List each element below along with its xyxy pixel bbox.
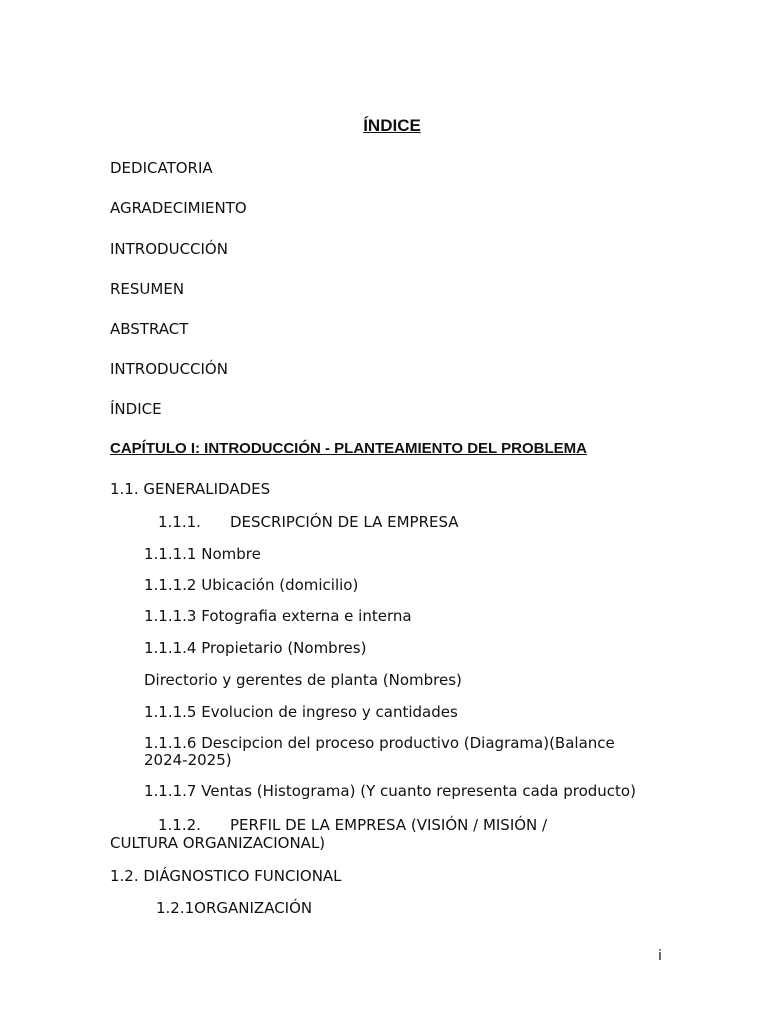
- section-1-2-1: 1.2.1ORGANIZACIÓN: [156, 899, 313, 917]
- item-1-1-1-2: 1.1.1.2 Ubicación (domicilio): [144, 576, 359, 594]
- item-1-1-1-6-line1: 1.1.1.6 Descipcion del proceso productivo (Diagrama)(Balance: [144, 734, 615, 752]
- item-1-1-1-4: 1.1.1.4 Propietario (Nombres): [144, 639, 367, 657]
- item-1-1-1-5: 1.1.1.5 Evolucion de ingreso y cantidades: [144, 703, 458, 721]
- item-1-1-1-1: 1.1.1.1 Nombre: [144, 545, 261, 563]
- toc-entry-resumen: RESUMEN: [110, 280, 185, 298]
- section-1-1-2-line2: CULTURA ORGANIZACIONAL): [110, 834, 326, 852]
- toc-entry-agradecimiento: AGRADECIMIENTO: [110, 199, 247, 217]
- toc-entry-abstract: ABSTRACT: [110, 320, 189, 338]
- page-number: i: [658, 948, 662, 964]
- section-number: 1.1.2.: [158, 816, 201, 834]
- item-1-1-1-7: 1.1.1.7 Ventas (Histograma) (Y cuanto representa cada producto): [144, 782, 636, 800]
- item-1-1-1-6-line2: 2024-2025): [144, 751, 232, 769]
- section-1-2: 1.2. DIÁGNOSTICO FUNCIONAL: [110, 867, 342, 885]
- section-1-1-2-line1: [158, 816, 547, 834]
- section-1-1-1: [158, 513, 459, 531]
- section-label: DESCRIPCIÓN DE LA EMPRESA: [230, 513, 459, 531]
- index-title: ÍNDICE: [363, 116, 421, 135]
- toc-entry-introduccion: INTRODUCCIÓN: [110, 240, 228, 258]
- chapter-heading: CAPÍTULO I: INTRODUCCIÓN - PLANTEAMIENTO DEL PROBLEMA: [110, 440, 587, 457]
- section-label: PERFIL DE LA EMPRESA (VISIÓN / MISIÓN /: [230, 816, 548, 834]
- item-directorio: Directorio y gerentes de planta (Nombres): [144, 671, 462, 689]
- toc-entry-dedicatoria: DEDICATORIA: [110, 159, 213, 177]
- section-number: 1.1.1.: [158, 513, 201, 531]
- section-1-1: 1.1. GENERALIDADES: [110, 480, 271, 498]
- toc-entry-indice: ÍNDICE: [110, 400, 162, 418]
- item-1-1-1-3: 1.1.1.3 Fotografia externa e interna: [144, 607, 412, 625]
- toc-entry-introduccion-2: INTRODUCCIÓN: [110, 360, 228, 378]
